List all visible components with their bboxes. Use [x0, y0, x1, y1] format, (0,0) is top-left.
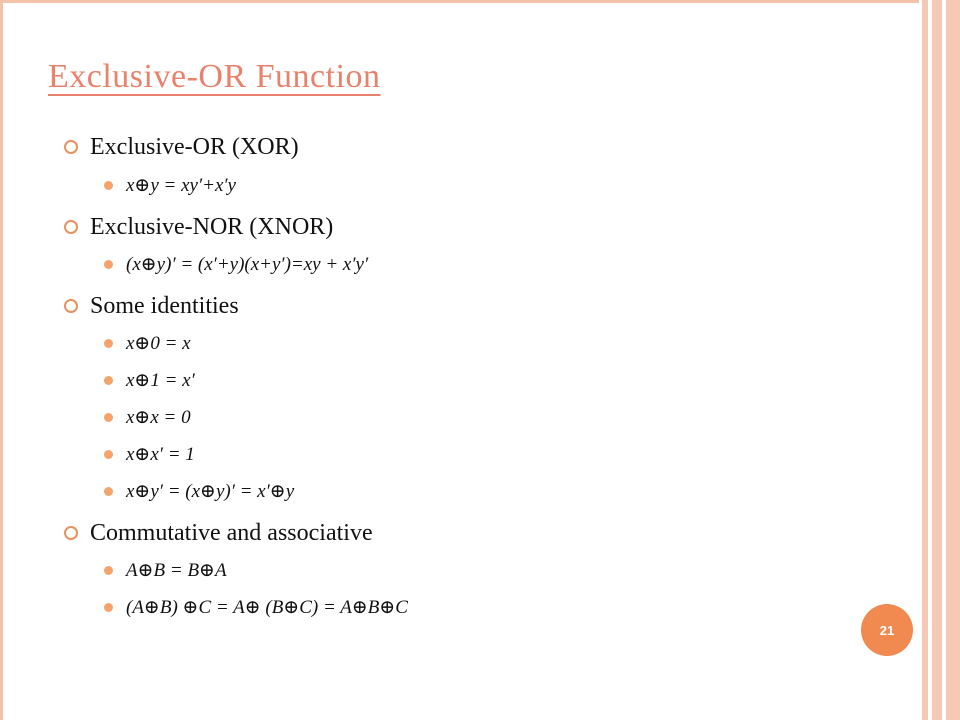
sub-bullet-item	[104, 441, 195, 467]
bullet-ring-icon	[64, 220, 78, 234]
bullet-dot-icon	[104, 339, 113, 348]
bullet-text: Some identities	[90, 292, 239, 319]
bullet-dot-icon	[104, 413, 113, 422]
right-border-stripe	[946, 0, 960, 720]
bullet-text: Commutative and associative	[90, 519, 373, 546]
bullet-text: Exclusive-OR (XOR)	[90, 133, 299, 160]
sub-bullet-item	[104, 172, 236, 198]
bullet-dot-icon	[104, 450, 113, 459]
right-border-stripe	[922, 0, 928, 720]
page-number-badge: 21	[861, 604, 913, 656]
formula-text: x⊕y = xy′+x′y	[126, 174, 236, 196]
formula-text: x⊕0 = x	[126, 332, 191, 354]
formula-text: (x⊕y)′ = (x′+y)(x+y′)=xy + x′y′	[126, 253, 369, 275]
sub-bullet-item	[104, 251, 368, 277]
formula-text: A⊕B = B⊕A	[126, 559, 227, 581]
sub-bullet-item	[104, 594, 408, 620]
bullet-ring-icon	[64, 526, 78, 540]
bullet-dot-icon	[104, 566, 113, 575]
bullet-dot-icon	[104, 181, 113, 190]
bullet-text: Exclusive-NOR (XNOR)	[90, 213, 334, 240]
bullet-dot-icon	[104, 260, 113, 269]
formula-text: x⊕x′ = 1	[126, 443, 195, 465]
slide-title: Exclusive-OR Function	[48, 58, 381, 95]
bullet-item	[64, 131, 299, 163]
formula-text: (A⊕B) ⊕C = A⊕ (B⊕C) = A⊕B⊕C	[126, 596, 408, 618]
formula-text: x⊕y′ = (x⊕y)′ = x′⊕y	[126, 480, 295, 502]
right-border-stripe	[932, 0, 942, 720]
bullet-dot-icon	[104, 603, 113, 612]
bullet-item	[64, 290, 239, 322]
bullet-dot-icon	[104, 376, 113, 385]
sub-bullet-item	[104, 404, 191, 430]
sub-bullet-item	[104, 478, 294, 504]
bullet-dot-icon	[104, 487, 113, 496]
bullet-ring-icon	[64, 140, 78, 154]
sub-bullet-item	[104, 367, 195, 393]
formula-text: x⊕1 = x′	[126, 369, 195, 391]
sub-bullet-item	[104, 330, 191, 356]
bullet-ring-icon	[64, 299, 78, 313]
bullet-item	[64, 517, 373, 549]
formula-text: x⊕x = 0	[126, 406, 191, 428]
sub-bullet-item	[104, 557, 227, 583]
bullet-item	[64, 211, 333, 243]
